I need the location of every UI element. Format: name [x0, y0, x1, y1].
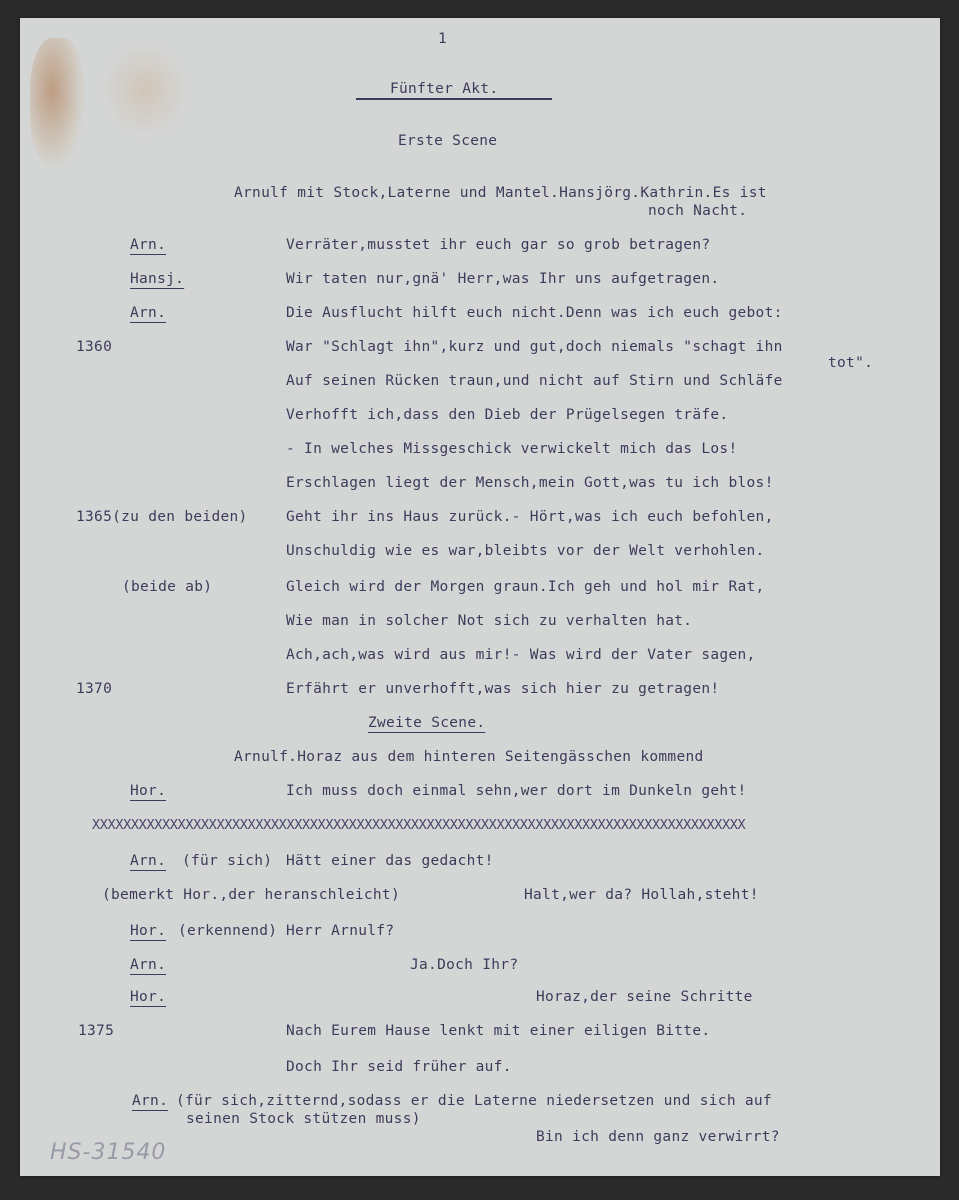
verse-line: Ja.Doch Ihr? — [410, 957, 519, 973]
verse-line: Ich muss doch einmal sehn,wer dort im Dunkeln geht! — [286, 783, 747, 799]
act-title-underline — [356, 98, 552, 100]
document-page — [20, 18, 940, 1176]
stage-direction: (für sich,zitternd,sodass er die Laterne niedersetzen und sich auf — [176, 1093, 772, 1109]
act-title: Fünfter Akt. — [390, 81, 499, 97]
verse-line: Geht ihr ins Haus zurück.- Hört,was ich euch befohlen, — [286, 509, 774, 525]
stage-direction-2: Arnulf.Horaz aus dem hinteren Seitengässchen kommend — [234, 749, 704, 765]
verse-line: Unschuldig wie es war,bleibts vor der Welt verhohlen. — [286, 543, 765, 559]
line-number: 1365(zu den beiden) — [76, 509, 248, 525]
stage-direction-1b: noch Nacht. — [648, 203, 748, 219]
stage-direction: (beide ab) — [122, 579, 213, 595]
verse-line: Bin ich denn ganz verwirrt? — [536, 1129, 780, 1145]
speaker-label: Hor. — [130, 989, 167, 1005]
paper-stain — [100, 40, 190, 140]
verse-line: War "Schlagt ihn",kurz und gut,doch niemals "schagt ihn — [286, 339, 783, 355]
verse-line: - In welches Missgeschick verwickelt mich das Los! — [286, 441, 738, 457]
speaker-label: Hor. — [130, 923, 167, 939]
stage-direction: (für sich) — [182, 853, 273, 869]
verse-line: Die Ausflucht hilft euch nicht.Denn was ich euch gebot: — [286, 305, 783, 321]
verse-line: Herr Arnulf? — [286, 923, 395, 939]
stage-direction: (bemerkt Hor.,der heranschleicht) — [102, 887, 400, 903]
scene1-title: Erste Scene — [398, 133, 498, 149]
rust-stain — [30, 38, 85, 168]
verse-line: Erschlagen liegt der Mensch,mein Gott,was tu ich blos! — [286, 475, 774, 491]
line-number: 1370 — [76, 681, 113, 697]
struck-out-line: XXXXXXXXXXXXXXXXXXXXXXXXXXXXXXXXXXXXXXXXXXXXXXXXXXXXXXXXXXXXXXXXXXXXXXXXXXXXXXXXXXXX — [92, 817, 746, 833]
stage-direction: seinen Stock stützen muss) — [186, 1111, 421, 1127]
speaker-label: Arn. — [130, 305, 167, 321]
verse-line-continuation: tot". — [828, 355, 874, 371]
verse-line: Doch Ihr seid früher auf. — [286, 1059, 512, 1075]
verse-line: Halt,wer da? Hollah,steht! — [524, 887, 759, 903]
speaker-label: Arn. — [132, 1093, 169, 1109]
line-number: 1360 — [76, 339, 113, 355]
verse-line: Verräter,musstet ihr euch gar so grob betragen? — [286, 237, 711, 253]
stage-direction-1: Arnulf mit Stock,Laterne und Mantel.Hansjörg.Kathrin.Es ist — [234, 185, 767, 201]
verse-line: Nach Eurem Hause lenkt mit einer eiligen Bitte. — [286, 1023, 711, 1039]
verse-line: Hätt einer das gedacht! — [286, 853, 494, 869]
verse-line: Verhofft ich,dass den Dieb der Prügelsegen träfe. — [286, 407, 729, 423]
verse-line: Auf seinen Rücken traun,und nicht auf Stirn und Schläfe — [286, 373, 783, 389]
speaker-label: Arn. — [130, 237, 167, 253]
page-number: 1 — [438, 31, 448, 47]
speaker-label: Arn. — [130, 957, 167, 973]
verse-line: Ach,ach,was wird aus mir!- Was wird der Vater sagen, — [286, 647, 756, 663]
speaker-label: Hor. — [130, 783, 167, 799]
stage-direction: (erkennend) — [178, 923, 278, 939]
verse-line: Gleich wird der Morgen graun.Ich geh und hol mir Rat, — [286, 579, 765, 595]
speaker-label: Arn. — [130, 853, 167, 869]
archive-signature: HS-31540 — [50, 1140, 167, 1165]
line-number: 1375 — [78, 1023, 115, 1039]
scene2-title: Zweite Scene. — [368, 715, 486, 731]
speaker-label: Hansj. — [130, 271, 185, 287]
verse-line: Erfährt er unverhofft,was sich hier zu getragen! — [286, 681, 720, 697]
verse-line: Wir taten nur,gnä' Herr,was Ihr uns aufgetragen. — [286, 271, 720, 287]
verse-line: Horaz,der seine Schritte — [536, 989, 753, 1005]
verse-line: Wie man in solcher Not sich zu verhalten hat. — [286, 613, 693, 629]
